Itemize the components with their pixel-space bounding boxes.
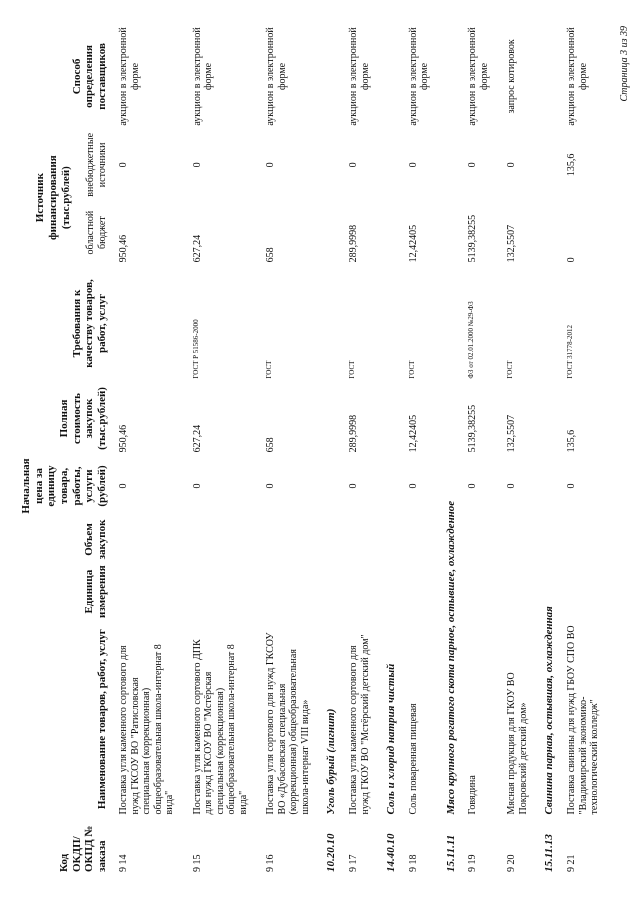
- cell-code: 9 17: [348, 854, 360, 872]
- cell-code: 9 19: [467, 854, 479, 872]
- cell-unit: [184, 562, 258, 621]
- cell-price: 0: [348, 483, 360, 489]
- section-row: [319, 23, 340, 875]
- header-name: Наименование товаров, работ, услуг: [95, 629, 108, 810]
- cell-volume: [184, 517, 258, 563]
- cell-name: Поставка угля каменного сортового для нужд ГКСОУ ВО "Ратисловская специальная (коррекционная) общеобразовательная школа-интернат 8 вида": [118, 644, 176, 815]
- cell-total: 135,6: [566, 429, 578, 453]
- cell-quality: ГОСТ: [506, 360, 515, 379]
- cell-price: 0: [566, 483, 578, 489]
- section-code: 15.11.11: [444, 834, 457, 872]
- cell-funding-regional: 12,42405: [407, 224, 419, 263]
- cell-method: аукцион в электронной форме: [407, 27, 431, 126]
- cell-funding-regional: 950,46: [118, 234, 130, 263]
- header-funding-extra: внебюджетные источники: [85, 132, 108, 197]
- cell-code: 9 16: [265, 854, 277, 872]
- cell-code: 9 15: [191, 854, 203, 872]
- table-row: [110, 23, 184, 875]
- cell-method: аукцион в электронной форме: [118, 27, 141, 126]
- cell-total: 132,5507: [506, 414, 518, 453]
- header-quality: Требования к качеству товаров, работ, услуг: [70, 279, 108, 368]
- section-code: 15.11.13: [543, 834, 556, 872]
- cell-total: 289,9998: [348, 414, 360, 453]
- cell-volume: [498, 517, 537, 563]
- cell-total: 658: [265, 437, 277, 453]
- procurement-table: [18, 23, 609, 875]
- cell-unit: [498, 562, 537, 621]
- cell-name: Мясная продукция для ГКОУ ВО Покровский детский дом»: [506, 672, 529, 815]
- cell-funding-regional: 627,24: [191, 234, 203, 263]
- cell-name: Поставка свинины для нужд ГБОУ СПО ВО "Владимирский экономико-технологический колледж": [566, 625, 601, 815]
- cell-price: 0: [265, 483, 277, 489]
- cell-quality: ГОСТ: [348, 360, 357, 379]
- cell-funding-extra: 0: [506, 162, 518, 168]
- cell-method: запрос котировок: [506, 39, 518, 114]
- cell-volume: [558, 517, 609, 563]
- cell-funding-extra: 0: [265, 162, 277, 168]
- table-row: [558, 23, 609, 875]
- cell-price: 0: [467, 483, 479, 489]
- cell-volume: [340, 517, 379, 563]
- cell-unit: [257, 562, 319, 621]
- cell-funding-regional: 132,5507: [506, 224, 518, 263]
- section-row: [537, 23, 558, 875]
- cell-funding-extra: 0: [191, 162, 203, 168]
- cell-method: аукцион в электронной форме: [191, 27, 215, 126]
- cell-price: 0: [191, 483, 203, 489]
- cell-total: 5139,38255: [467, 404, 479, 453]
- cell-funding-regional: 658: [265, 247, 277, 263]
- cell-funding-extra: 0: [407, 162, 419, 168]
- cell-volume: [400, 517, 439, 563]
- cell-funding-regional: 0: [566, 257, 578, 263]
- header-funding: Источник финансирования (тыс.рублей): [34, 155, 72, 240]
- cell-funding-regional: 289,9998: [348, 224, 360, 263]
- table-row: [184, 23, 258, 875]
- cell-quality: ГОСТ: [265, 360, 274, 379]
- section-title: Уголь бурый (лигнит): [325, 708, 338, 815]
- cell-price: 0: [407, 483, 419, 489]
- cell-unit: [110, 562, 184, 621]
- section-code: 10.20.10: [325, 833, 338, 872]
- header-code: Код ОКДП/ ОКПД № заказа: [57, 825, 108, 872]
- cell-method: аукцион в электронной форме: [265, 27, 288, 126]
- cell-method: аукцион в электронной форме: [348, 27, 371, 126]
- header-price: Начальная цена за единицу товара, работы, услуги (рублей): [20, 458, 108, 514]
- section-title: Соль и хлорид натрия чистый: [385, 663, 398, 815]
- table-row: [459, 23, 498, 875]
- cell-quality: ФЗ от 02.01.2000 №29-ФЗ: [467, 301, 476, 379]
- header-total: Полная стоимость закупок (тыс.рублей): [57, 387, 108, 450]
- table-row: [400, 23, 439, 875]
- cell-code: 9 20: [506, 854, 518, 872]
- cell-price: 0: [118, 483, 130, 489]
- cell-volume: [110, 517, 184, 563]
- cell-price: 0: [506, 483, 518, 489]
- cell-quality: [110, 265, 184, 381]
- header-volume: Объем закупок: [83, 519, 108, 560]
- cell-name: Соль поваренная пищевая: [407, 703, 419, 815]
- header-method: Способ определения поставщиков: [70, 43, 108, 110]
- cell-funding-extra: 135,6: [566, 153, 578, 177]
- cell-code: 9 14: [118, 854, 130, 872]
- cell-volume: [257, 517, 319, 563]
- cell-total: 12,42405: [407, 414, 419, 453]
- cell-quality: ГОСТ 31778-2012: [566, 325, 575, 379]
- table-row: [340, 23, 379, 875]
- cell-name: Поставка угля сортового для нужд ГКСОУ ВО «Дубасовская специальная (коррекционная) общеобразовательная школа-интернат VIII вида»: [265, 632, 311, 815]
- cell-name: Поставка угля каменного сортового ДПК для нужд ГКСОУ ВО "Мстёрская специальная (коррекционная) общеобразовательная школа-интернат 8 вида": [191, 639, 249, 815]
- cell-method: аукцион в электронной форме: [467, 27, 490, 126]
- table-row: [498, 23, 537, 875]
- section-title: Свинина парная, остывшая, охлажденная: [543, 606, 556, 815]
- section-title: Мясо крупного рогатого скота парное, остывшее, охлажденное: [444, 500, 457, 815]
- cell-unit: [459, 562, 498, 621]
- cell-quality: ГОСТ Р 51586-2000: [191, 319, 200, 379]
- cell-unit: [558, 562, 609, 621]
- cell-total: 627,24: [191, 424, 203, 453]
- header-funding-regional: областной бюджет: [85, 210, 108, 255]
- page-number: Страница 3 из 39: [619, 26, 630, 102]
- section-row: [379, 23, 400, 875]
- cell-funding-extra: 0: [118, 162, 130, 168]
- header-unit: Единица измерения: [83, 565, 108, 618]
- cell-funding-regional: 5139,38255: [467, 214, 479, 263]
- cell-total: 950,46: [118, 424, 130, 453]
- cell-name: Говядина: [467, 775, 479, 815]
- table-row: [257, 23, 319, 875]
- cell-volume: [459, 517, 498, 563]
- cell-funding-extra: 0: [348, 162, 360, 168]
- cell-code: 9 18: [407, 854, 419, 872]
- cell-name: Поставка угля каменного сортового для нужд ГКОУ ВО "Мстёрский детский дом": [348, 634, 371, 815]
- cell-code: 9 21: [566, 854, 578, 872]
- cell-unit: [400, 562, 439, 621]
- cell-unit: [340, 562, 379, 621]
- section-code: 14.40.10: [385, 833, 398, 872]
- table-body: [110, 23, 608, 875]
- section-row: [439, 23, 460, 875]
- cell-method: аукцион в электронной форме: [566, 27, 589, 126]
- cell-funding-extra: 0: [467, 162, 479, 168]
- cell-quality: ГОСТ: [407, 360, 416, 379]
